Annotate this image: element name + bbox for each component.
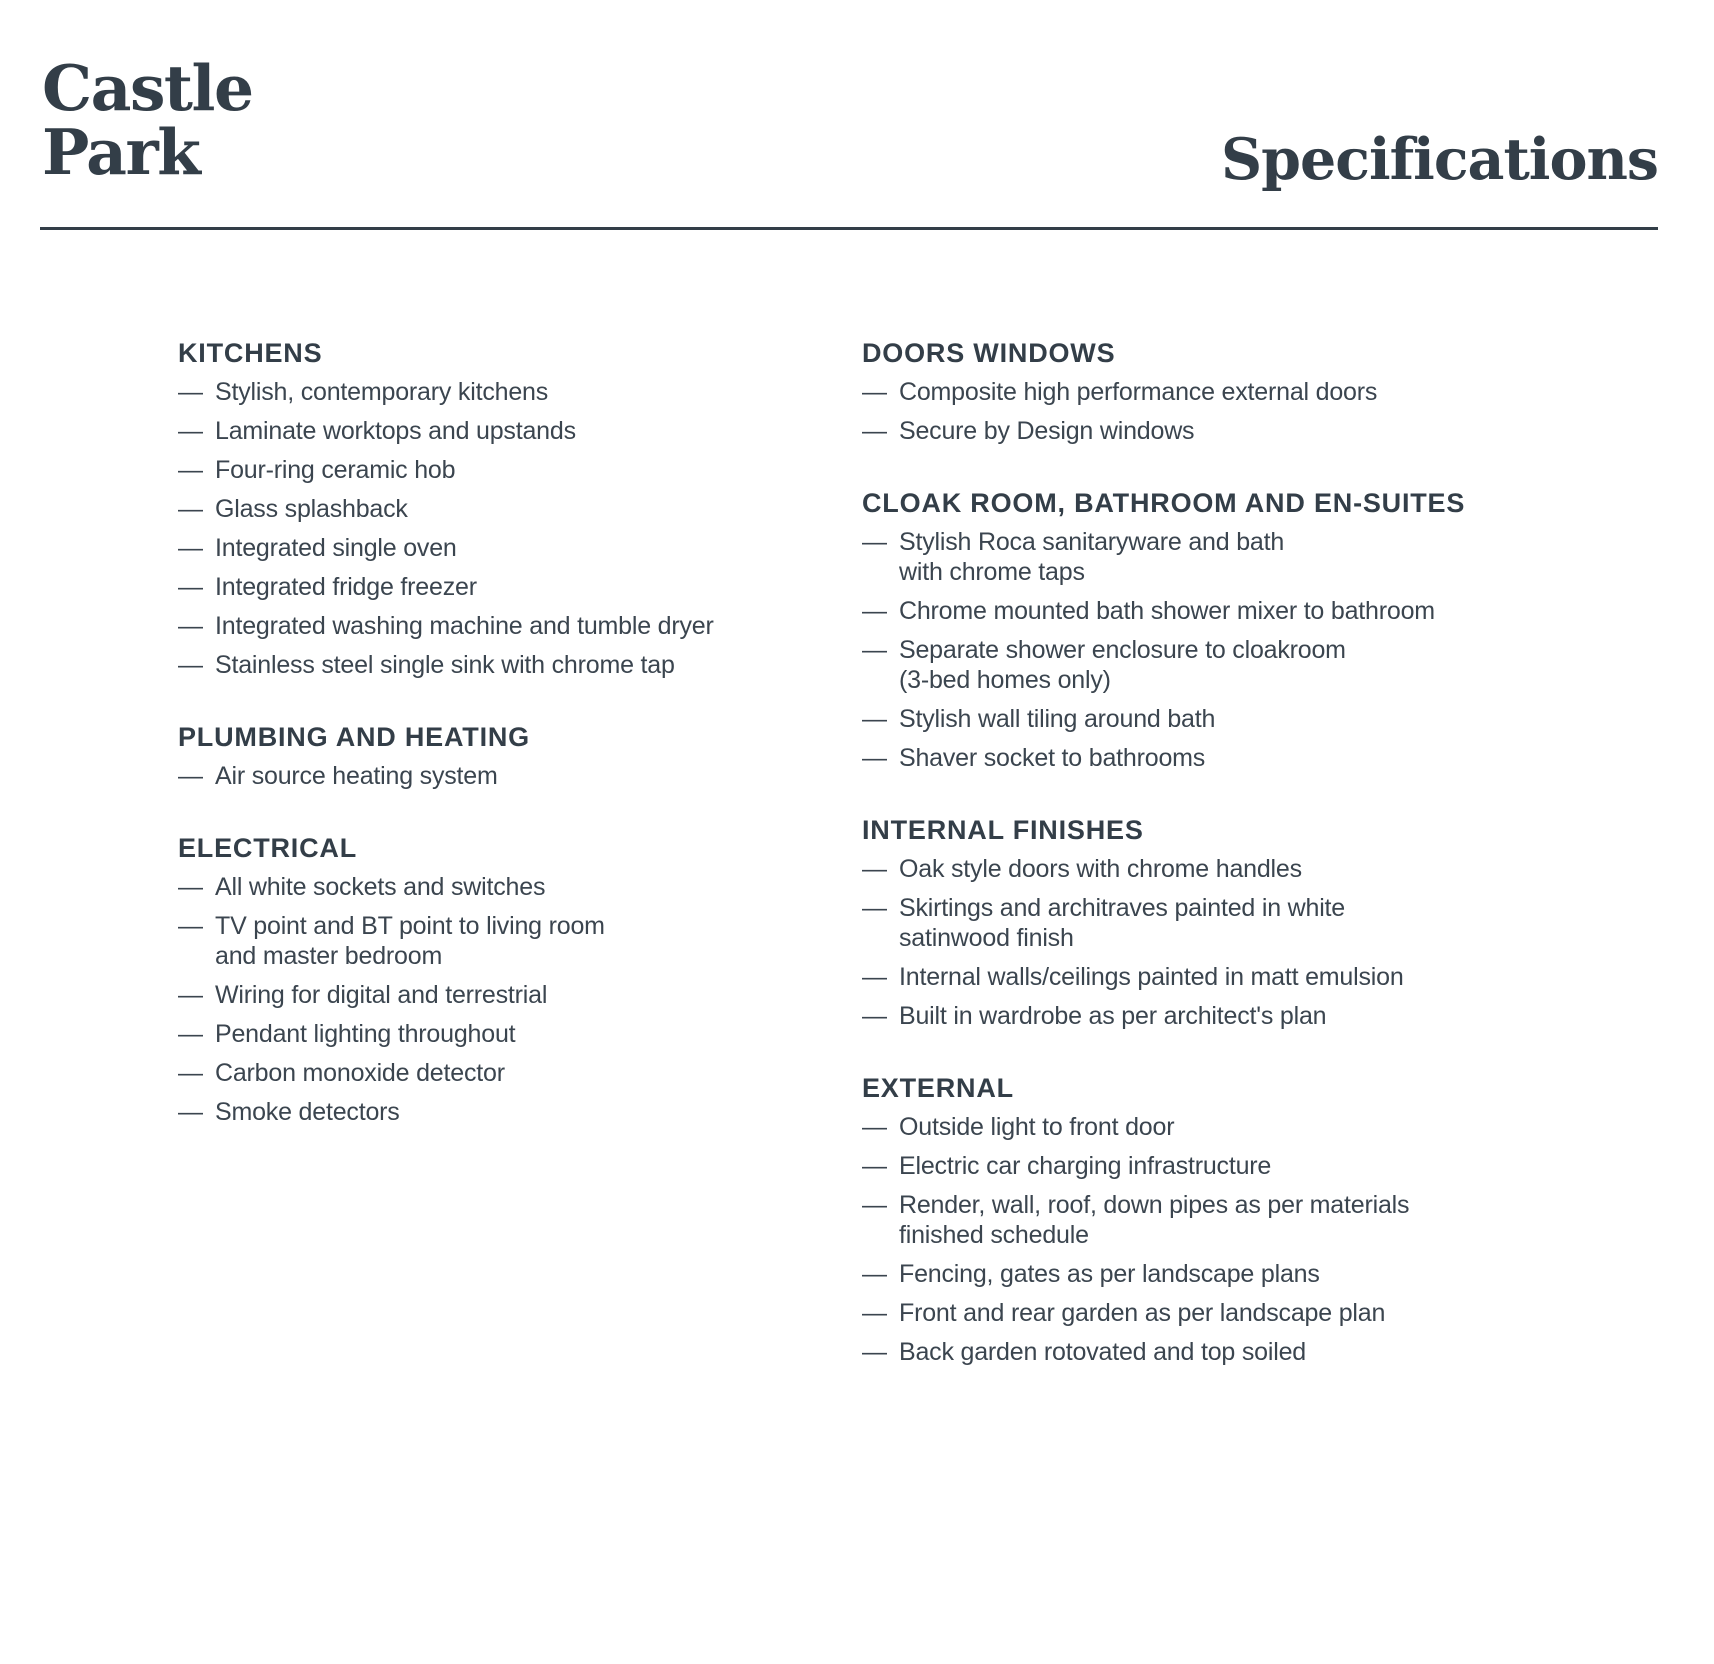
list-item — [178, 416, 862, 446]
dash-marker: — — [178, 1020, 203, 1048]
item-line: TV point and BT point to living room — [215, 912, 605, 940]
list-item — [862, 1001, 1694, 1031]
item-text — [215, 377, 862, 407]
item-line: finished schedule — [899, 1221, 1089, 1249]
list-item — [862, 416, 1694, 446]
item-text — [215, 1097, 862, 1127]
list-item — [178, 1097, 862, 1127]
list-item — [862, 962, 1694, 992]
list-item — [862, 377, 1694, 407]
dash-marker: — — [178, 912, 203, 940]
dash-marker: — — [862, 528, 887, 556]
item-text — [899, 527, 1694, 587]
item-line: Secure by Design windows — [899, 417, 1195, 445]
spec-list — [862, 854, 1694, 1031]
list-item — [862, 704, 1694, 734]
item-text — [899, 962, 1694, 992]
list-item — [178, 872, 862, 902]
item-line: Skirtings and architraves painted in white — [899, 894, 1346, 922]
list-item — [178, 611, 862, 641]
item-line: Outside light to front door — [899, 1113, 1175, 1141]
item-line: (3-bed homes only) — [899, 666, 1111, 694]
dash-marker: — — [862, 894, 887, 922]
item-line: All white sockets and switches — [215, 873, 546, 901]
dash-marker: — — [862, 744, 887, 772]
list-item — [178, 455, 862, 485]
item-line: Internal walls/ceilings painted in matt emulsion — [899, 963, 1404, 991]
item-text — [899, 1337, 1694, 1367]
dash-marker: — — [862, 378, 887, 406]
dash-marker: — — [862, 855, 887, 883]
list-item — [178, 650, 862, 680]
item-line: Electric car charging infrastructure — [899, 1152, 1272, 1180]
item-text — [899, 1190, 1694, 1250]
list-item — [178, 980, 862, 1010]
item-text — [215, 611, 862, 641]
header-divider — [40, 227, 1658, 230]
dash-marker: — — [862, 1152, 887, 1180]
item-text — [899, 596, 1694, 626]
dash-marker: — — [178, 981, 203, 1009]
item-text — [215, 980, 862, 1010]
item-line: Built in wardrobe as per architect's plan — [899, 1002, 1327, 1030]
list-item — [862, 1112, 1694, 1142]
spec-section — [862, 338, 1694, 446]
dash-marker: — — [862, 1002, 887, 1030]
section-heading: KITCHENS — [178, 338, 323, 368]
item-line: Render, wall, roof, down pipes as per materials — [899, 1191, 1410, 1219]
item-text — [215, 1058, 862, 1088]
dash-marker: — — [178, 573, 203, 601]
section-heading: ELECTRICAL — [178, 833, 357, 863]
dash-marker: — — [178, 534, 203, 562]
section-heading: CLOAK ROOM, BATHROOM AND EN-SUITES — [862, 488, 1466, 518]
spec-list — [178, 761, 862, 791]
item-text — [215, 872, 862, 902]
dash-marker: — — [862, 417, 887, 445]
item-text — [899, 1298, 1694, 1328]
list-item — [862, 596, 1694, 626]
section-heading: PLUMBING AND HEATING — [178, 722, 530, 752]
spec-list — [178, 377, 862, 680]
left-column — [178, 338, 862, 1136]
dash-marker: — — [178, 873, 203, 901]
item-text — [215, 761, 862, 791]
spec-section — [178, 338, 862, 680]
item-line: Oak style doors with chrome handles — [899, 855, 1302, 883]
spec-section — [862, 488, 1694, 773]
dash-marker: — — [178, 651, 203, 679]
list-item — [862, 1298, 1694, 1328]
spec-list — [862, 527, 1694, 773]
section-heading: DOORS WINDOWS — [862, 338, 1116, 368]
item-text — [899, 377, 1694, 407]
list-item — [178, 761, 862, 791]
brand-line-1: Castle — [42, 51, 253, 125]
item-text — [899, 893, 1694, 953]
item-line: Glass splashback — [215, 495, 408, 523]
list-item — [178, 377, 862, 407]
list-item — [862, 854, 1694, 884]
dash-marker: — — [862, 705, 887, 733]
item-line: and master bedroom — [215, 942, 443, 970]
dash-marker: — — [862, 597, 887, 625]
dash-marker: — — [862, 1113, 887, 1141]
dash-marker: — — [178, 378, 203, 406]
item-line: Integrated fridge freezer — [215, 573, 477, 601]
item-line: Shaver socket to bathrooms — [899, 744, 1206, 772]
item-line: Pendant lighting throughout — [215, 1020, 516, 1048]
spec-list — [862, 377, 1694, 446]
list-item — [862, 1151, 1694, 1181]
dash-marker: — — [862, 1299, 887, 1327]
item-line: Composite high performance external doors — [899, 378, 1378, 406]
item-text — [899, 743, 1694, 773]
dash-marker: — — [862, 1191, 887, 1219]
item-line: Stainless steel single sink with chrome tap — [215, 651, 675, 679]
dash-marker: — — [178, 456, 203, 484]
section-heading: EXTERNAL — [862, 1073, 1014, 1103]
item-text — [215, 911, 862, 971]
item-line: Four-ring ceramic hob — [215, 456, 456, 484]
list-item — [178, 1019, 862, 1049]
spec-section — [178, 833, 862, 1127]
item-line: Integrated single oven — [215, 534, 457, 562]
item-line: Integrated washing machine and tumble dryer — [215, 612, 714, 640]
item-text — [215, 650, 862, 680]
list-item — [862, 527, 1694, 587]
item-line: Back garden rotovated and top soiled — [899, 1338, 1306, 1366]
item-line: Stylish Roca sanitaryware and bath — [899, 528, 1285, 556]
item-line: Stylish wall tiling around bath — [899, 705, 1216, 733]
dash-marker: — — [178, 1059, 203, 1087]
list-item — [178, 533, 862, 563]
section-heading: INTERNAL FINISHES — [862, 815, 1144, 845]
item-text — [899, 1151, 1694, 1181]
spec-list — [862, 1112, 1694, 1367]
right-column — [862, 338, 1694, 1376]
list-item — [862, 893, 1694, 953]
dash-marker: — — [862, 1260, 887, 1288]
item-line: Stylish, contemporary kitchens — [215, 378, 549, 406]
item-text — [215, 572, 862, 602]
item-line: Air source heating system — [215, 762, 498, 790]
dash-marker: — — [862, 1338, 887, 1366]
spec-section — [862, 815, 1694, 1031]
dash-marker: — — [178, 612, 203, 640]
item-text — [899, 1259, 1694, 1289]
spec-list — [178, 872, 862, 1127]
specs-content — [178, 338, 1694, 1376]
dash-marker: — — [178, 762, 203, 790]
dash-marker: — — [178, 1098, 203, 1126]
item-text — [215, 455, 862, 485]
item-text — [215, 533, 862, 563]
spec-section — [178, 722, 862, 791]
brand-logo — [42, 51, 253, 189]
item-line: Front and rear garden as per landscape plan — [899, 1299, 1386, 1327]
item-line: Smoke detectors — [215, 1098, 400, 1126]
brand-line-2: Park — [42, 115, 200, 189]
item-line: Carbon monoxide detector — [215, 1059, 505, 1087]
dash-marker: — — [178, 495, 203, 523]
list-item — [862, 1190, 1694, 1250]
item-line: Fencing, gates as per landscape plans — [899, 1260, 1320, 1288]
item-line: satinwood finish — [899, 924, 1074, 952]
item-line: Separate shower enclosure to cloakroom — [899, 636, 1346, 664]
item-text — [215, 494, 862, 524]
item-line: Laminate worktops and upstands — [215, 417, 576, 445]
item-line: with chrome taps — [899, 558, 1085, 586]
list-item — [178, 911, 862, 971]
item-text — [899, 704, 1694, 734]
spec-section — [862, 1073, 1694, 1367]
list-item — [862, 1337, 1694, 1367]
item-line: Chrome mounted bath shower mixer to bathroom — [899, 597, 1435, 625]
item-text — [899, 1001, 1694, 1031]
item-text — [899, 1112, 1694, 1142]
item-text — [899, 635, 1694, 695]
list-item — [862, 743, 1694, 773]
item-text — [899, 854, 1694, 884]
item-text — [215, 416, 862, 446]
dash-marker: — — [178, 417, 203, 445]
item-text — [899, 416, 1694, 446]
dash-marker: — — [862, 963, 887, 991]
list-item — [178, 494, 862, 524]
page-title: Specifications — [1221, 126, 1658, 193]
dash-marker: — — [862, 636, 887, 664]
list-item — [178, 572, 862, 602]
list-item — [862, 635, 1694, 695]
list-item — [862, 1259, 1694, 1289]
list-item — [178, 1058, 862, 1088]
item-line: Wiring for digital and terrestrial — [215, 981, 548, 1009]
item-text — [215, 1019, 862, 1049]
